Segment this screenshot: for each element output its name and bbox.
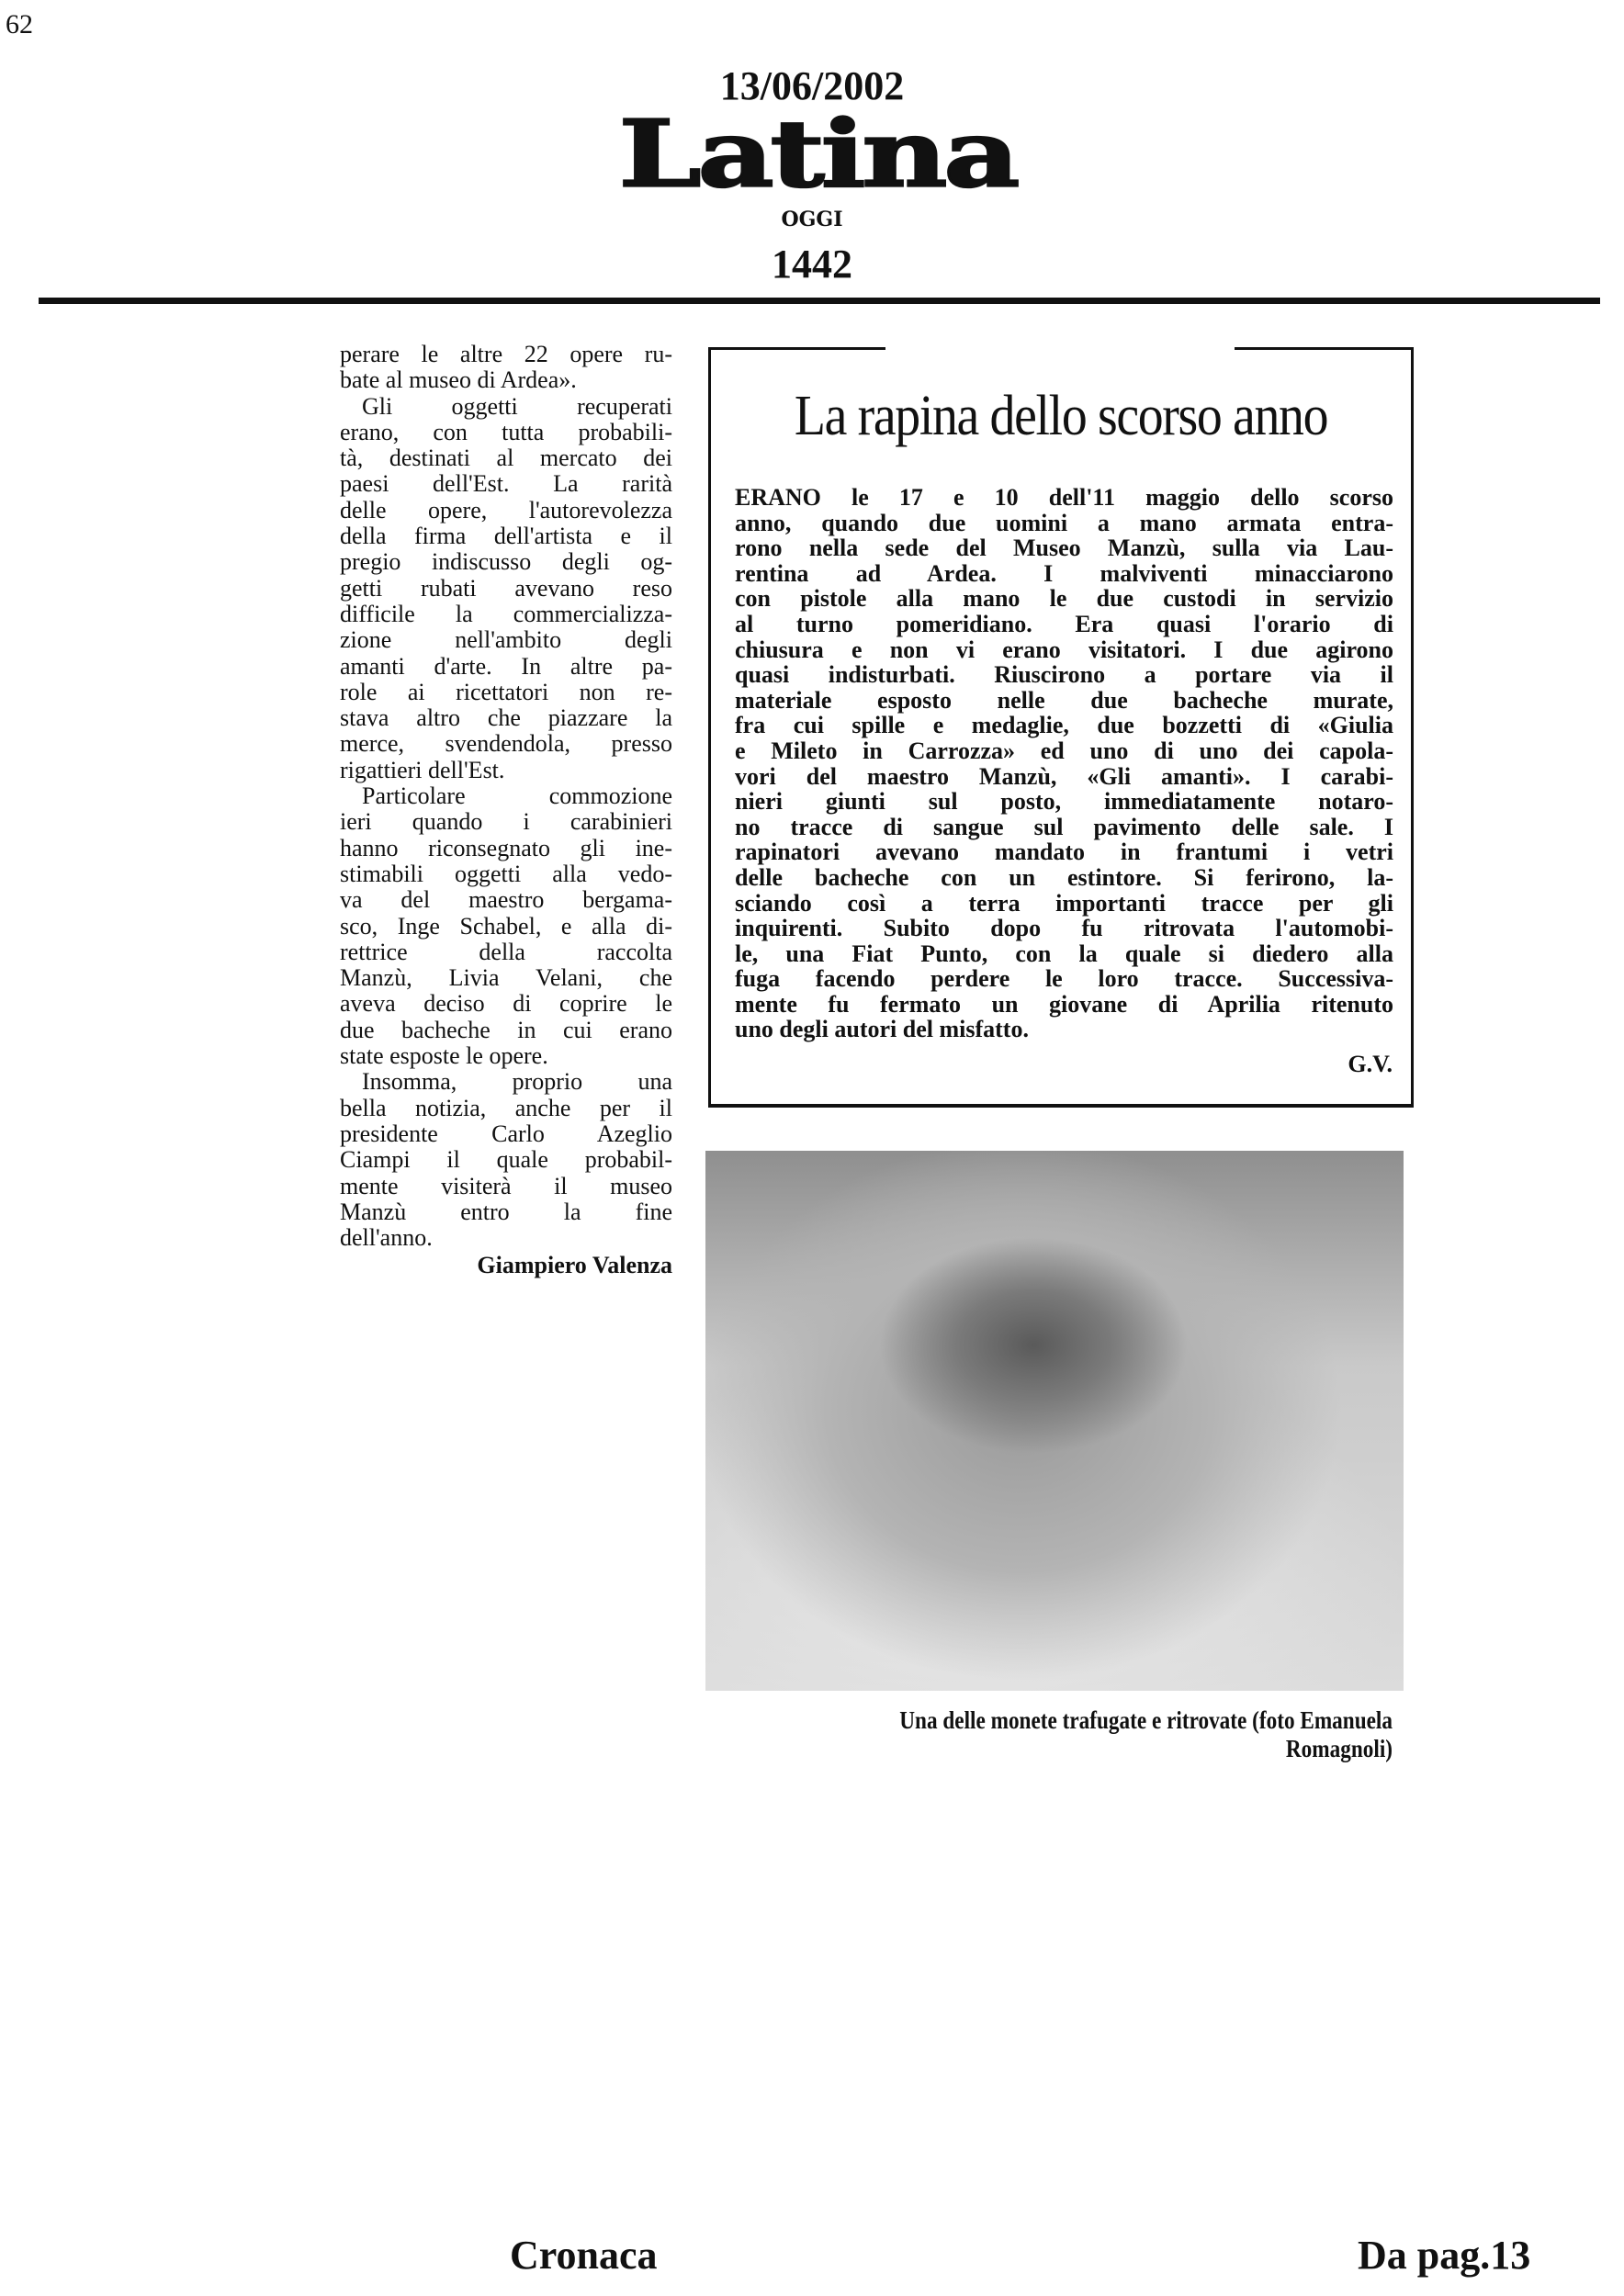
left-article-column <box>340 342 672 1279</box>
box-headline: La rapina dello scorso anno <box>794 385 1328 447</box>
text-line: due bacheche in cui erano <box>340 1017 672 1043</box>
text-line: dell'anno. <box>340 1225 433 1252</box>
text-line: no tracce di sangue sul pavimento delle sale. I <box>735 813 1393 840</box>
box-top-border <box>711 347 885 350</box>
text-line: paesi dell'Est. La rarità <box>340 471 672 498</box>
text-line: pregio indiscusso degli og- <box>340 549 672 576</box>
text-line: rigattieri dell'Est. <box>340 757 505 783</box>
text-line: aveva deciso di coprire le <box>340 991 672 1018</box>
text-line: amanti d'arte. In altre pa- <box>340 653 672 680</box>
issue-number: 1442 <box>772 242 852 287</box>
text-line: quasi indisturbati. Riuscirono a portare via il <box>735 661 1393 689</box>
text-line: perare le altre 22 opere ru- <box>340 342 672 367</box>
box-top-border <box>1235 347 1411 350</box>
continued-from-page: Da pag.13 <box>1358 2233 1531 2278</box>
box-article-text <box>735 485 1393 1042</box>
box-signature: G.V. <box>1348 1051 1393 1077</box>
text-line: mente fu fermato un giovane di Aprilia ritenuto <box>735 990 1393 1018</box>
text-line: erano, con tutta probabili- <box>340 419 672 445</box>
text-line: hanno riconsegnato gli ine- <box>340 835 672 861</box>
text-line: al turno pomeridiano. Era quasi l'orario di <box>735 610 1393 637</box>
section-label: Cronaca <box>510 2233 658 2278</box>
text-line: le, una Fiat Punto, con la quale si diedero alla <box>735 940 1393 967</box>
newspaper-logo-subtitle: OGGI <box>781 208 843 231</box>
sidebar-article-box <box>708 347 1414 1108</box>
text-line: vori del maestro Manzù, «Gli amanti». I carabi- <box>735 762 1393 790</box>
page-number: 62 <box>6 9 33 39</box>
text-line: ERANO le 17 e 10 dell'11 maggio dello scorso <box>735 484 1393 511</box>
text-line: Gli oggetti recuperati <box>362 393 672 420</box>
text-line: role ai ricettatori non re- <box>340 679 672 705</box>
header-rule <box>39 298 1600 304</box>
text-line: presidente Carlo Azeglio <box>340 1120 672 1147</box>
text-line: rapinatori avevano mandato in frantumi i vetri <box>735 838 1393 866</box>
text-line: fra cui spille e medaglie, due bozzetti di «Giulia <box>735 712 1393 739</box>
text-line: inquirenti. Subito dopo fu ritrovata l'automobi- <box>735 915 1393 942</box>
text-line: con pistole alla mano le due custodi in servizio <box>735 585 1393 613</box>
text-line: rono nella sede del Museo Manzù, sulla via Lau- <box>735 535 1393 562</box>
text-line: mente visiterà il museo <box>340 1173 672 1199</box>
text-line: chiusura e non vi erano visitatori. I due agirono <box>735 636 1393 663</box>
text-line: nieri giunti sul posto, immediatamente notaro- <box>735 788 1393 816</box>
newspaper-logo: Latina <box>618 100 1017 208</box>
text-line: sciando così a terra importanti tracce per gli <box>735 889 1393 917</box>
text-line: ieri quando i carabinieri <box>340 809 672 836</box>
photo-caption: Una delle monete trafugate e ritrovate (foto Emanuela Romagnoli) <box>899 1706 1393 1762</box>
text-line: tà, destinati al mercato dei <box>340 445 672 472</box>
author-byline: Giampiero Valenza <box>477 1252 672 1279</box>
text-line: Particolare commozione <box>362 783 672 810</box>
text-line: e Mileto in Carrozza» ed uno di uno dei capola- <box>735 737 1393 764</box>
text-line: stimabili oggetti alla vedo- <box>340 861 672 887</box>
text-line: bate al museo di Ardea». <box>340 367 577 394</box>
text-line: Manzù entro la fine <box>340 1199 672 1225</box>
text-line: rentina ad Ardea. I malviventi minacciarono <box>735 559 1393 587</box>
text-line: zione nell'ambito degli <box>340 627 672 654</box>
text-line: difficile la commercializza- <box>340 601 672 627</box>
text-line: Ciampi il quale probabil- <box>340 1147 672 1174</box>
article-text <box>340 342 672 1251</box>
text-line: materiale esposto nelle due bacheche murate, <box>735 686 1393 714</box>
text-line: fuga facendo perdere le loro tracce. Successiva- <box>735 965 1393 993</box>
publication-date: 13/06/2002 <box>719 63 905 108</box>
text-line: Manzù, Livia Velani, che <box>340 965 672 992</box>
text-line: rettrice della raccolta <box>340 939 672 965</box>
text-line: uno degli autori del misfatto. <box>735 1016 1029 1043</box>
text-line: va del maestro bergama- <box>340 887 672 914</box>
text-line: della firma dell'artista e il <box>340 523 672 550</box>
text-line: merce, svendendola, presso <box>340 731 672 758</box>
text-line: bella notizia, anche per il <box>340 1095 672 1121</box>
text-line: state esposte le opere. <box>340 1043 548 1070</box>
text-line: stava altro che piazzare la <box>340 705 672 732</box>
text-line: delle bacheche con un estintore. Si ferirono, la- <box>735 863 1393 891</box>
text-line: anno, quando due uomini a mano armata entra- <box>735 509 1393 536</box>
text-line: getti rubati avevano reso <box>340 575 672 602</box>
coin-photo <box>705 1151 1404 1691</box>
text-line: sco, Inge Schabel, e alla di- <box>340 913 672 940</box>
text-line: delle opere, l'autorevolezza <box>340 497 672 523</box>
text-line: Insomma, proprio una <box>362 1069 672 1096</box>
